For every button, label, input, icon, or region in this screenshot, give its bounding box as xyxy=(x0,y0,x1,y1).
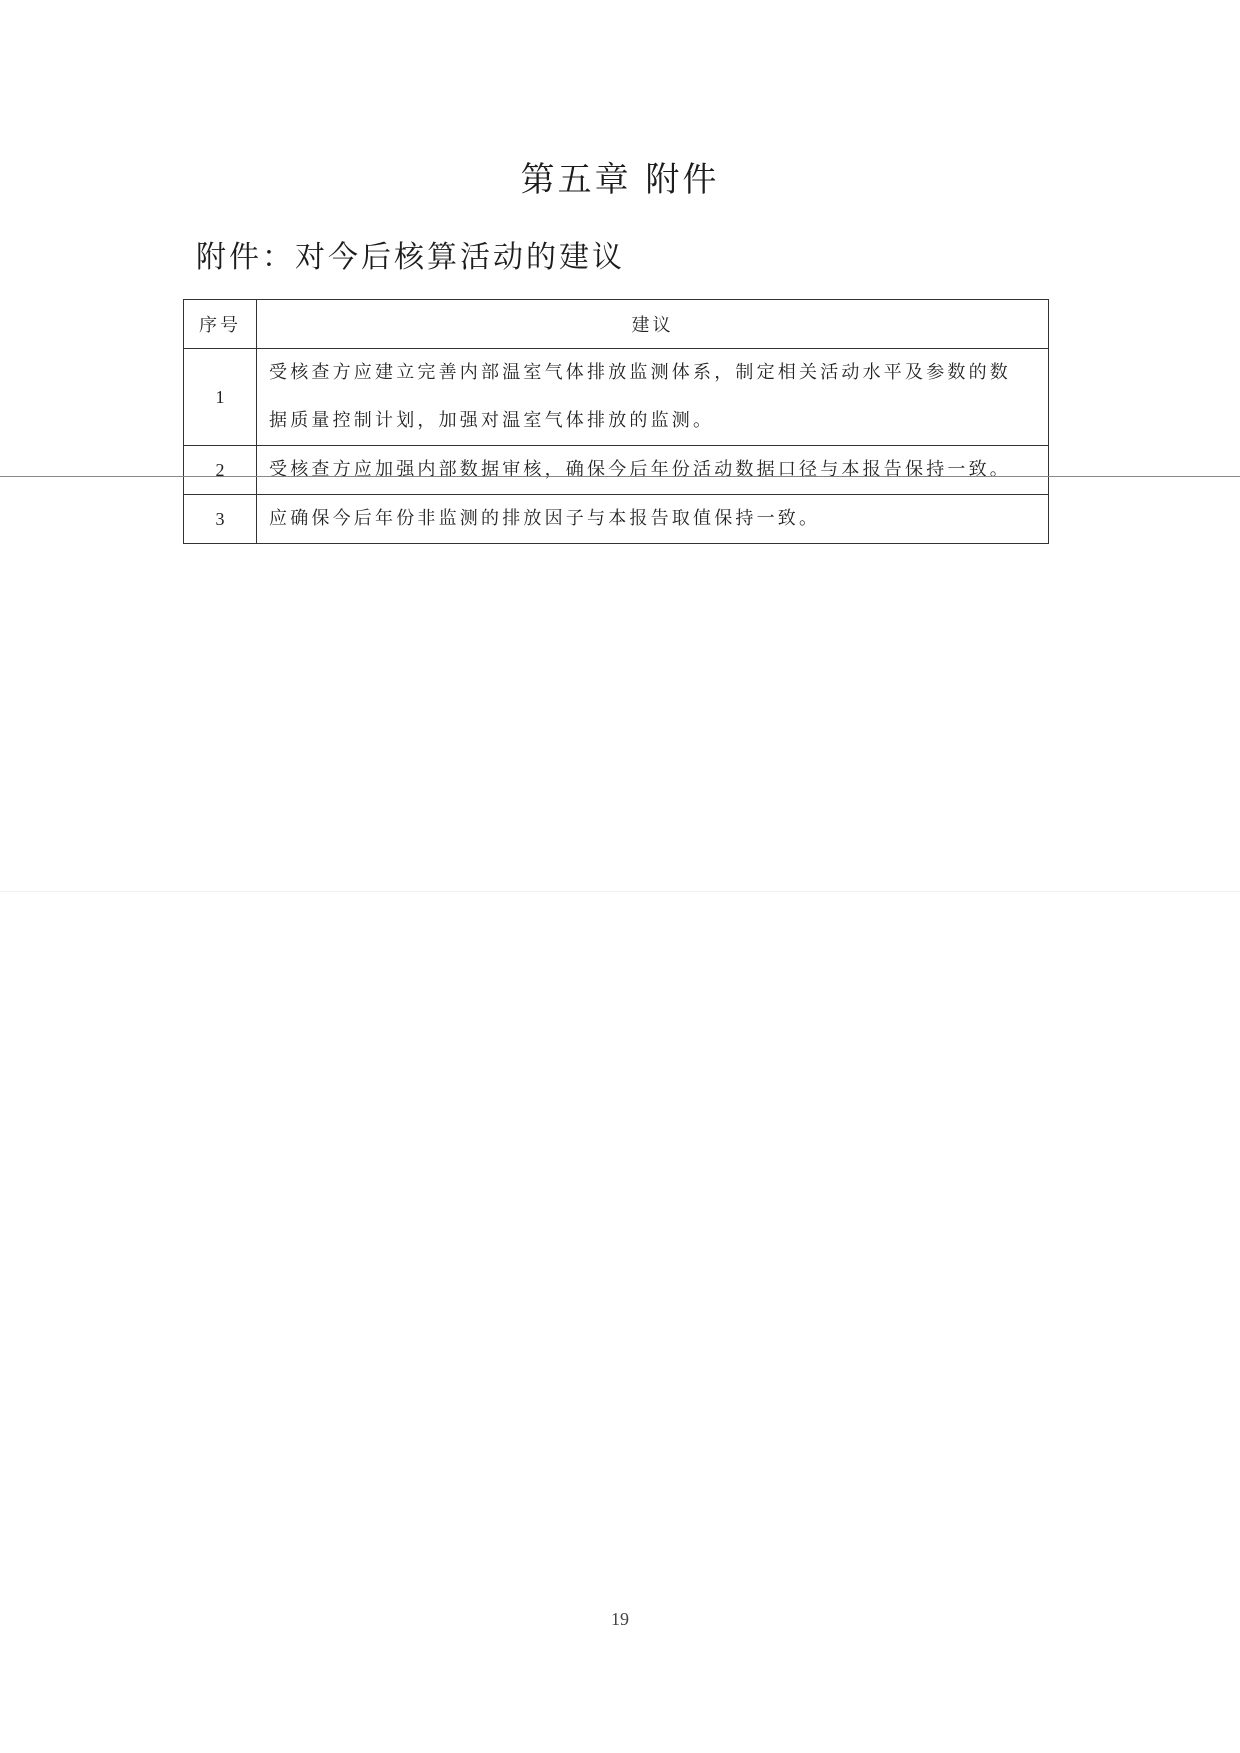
suggestion-line: 据质量控制计划，加强对温室气体排放的监测。 xyxy=(269,410,715,431)
header-suggestion: 建议 xyxy=(257,300,1049,349)
suggestion-line: 受核查方应加强内部数据审核，确保今后年份活动数据口径与本报告保持一致。 xyxy=(269,459,1011,480)
row-suggestion xyxy=(257,495,1049,544)
row-number: 3 xyxy=(184,495,257,544)
page-number: 19 xyxy=(611,1609,629,1629)
row-suggestion xyxy=(257,446,1049,495)
table-row xyxy=(184,495,1049,544)
scan-artifact-line xyxy=(0,476,1240,477)
table-row xyxy=(184,446,1049,495)
row-suggestion xyxy=(257,349,1049,446)
suggestion-line: 受核查方应建立完善内部温室气体排放监测体系，制定相关活动水平及参数的数 xyxy=(269,362,1011,383)
table-row xyxy=(184,349,1049,446)
row-number: 2 xyxy=(184,446,257,495)
suggestion-line: 应确保今后年份非监测的排放因子与本报告取值保持一致。 xyxy=(269,508,821,529)
table-header-row xyxy=(184,300,1049,349)
header-no: 序号 xyxy=(184,300,257,349)
row-number: 1 xyxy=(184,349,257,446)
suggestions-table xyxy=(183,299,1049,544)
appendix-heading: 附件：对今后核算活动的建议 xyxy=(196,240,625,275)
chapter-title: 第五章 附件 xyxy=(520,160,720,200)
scan-fold-line xyxy=(0,891,1240,892)
